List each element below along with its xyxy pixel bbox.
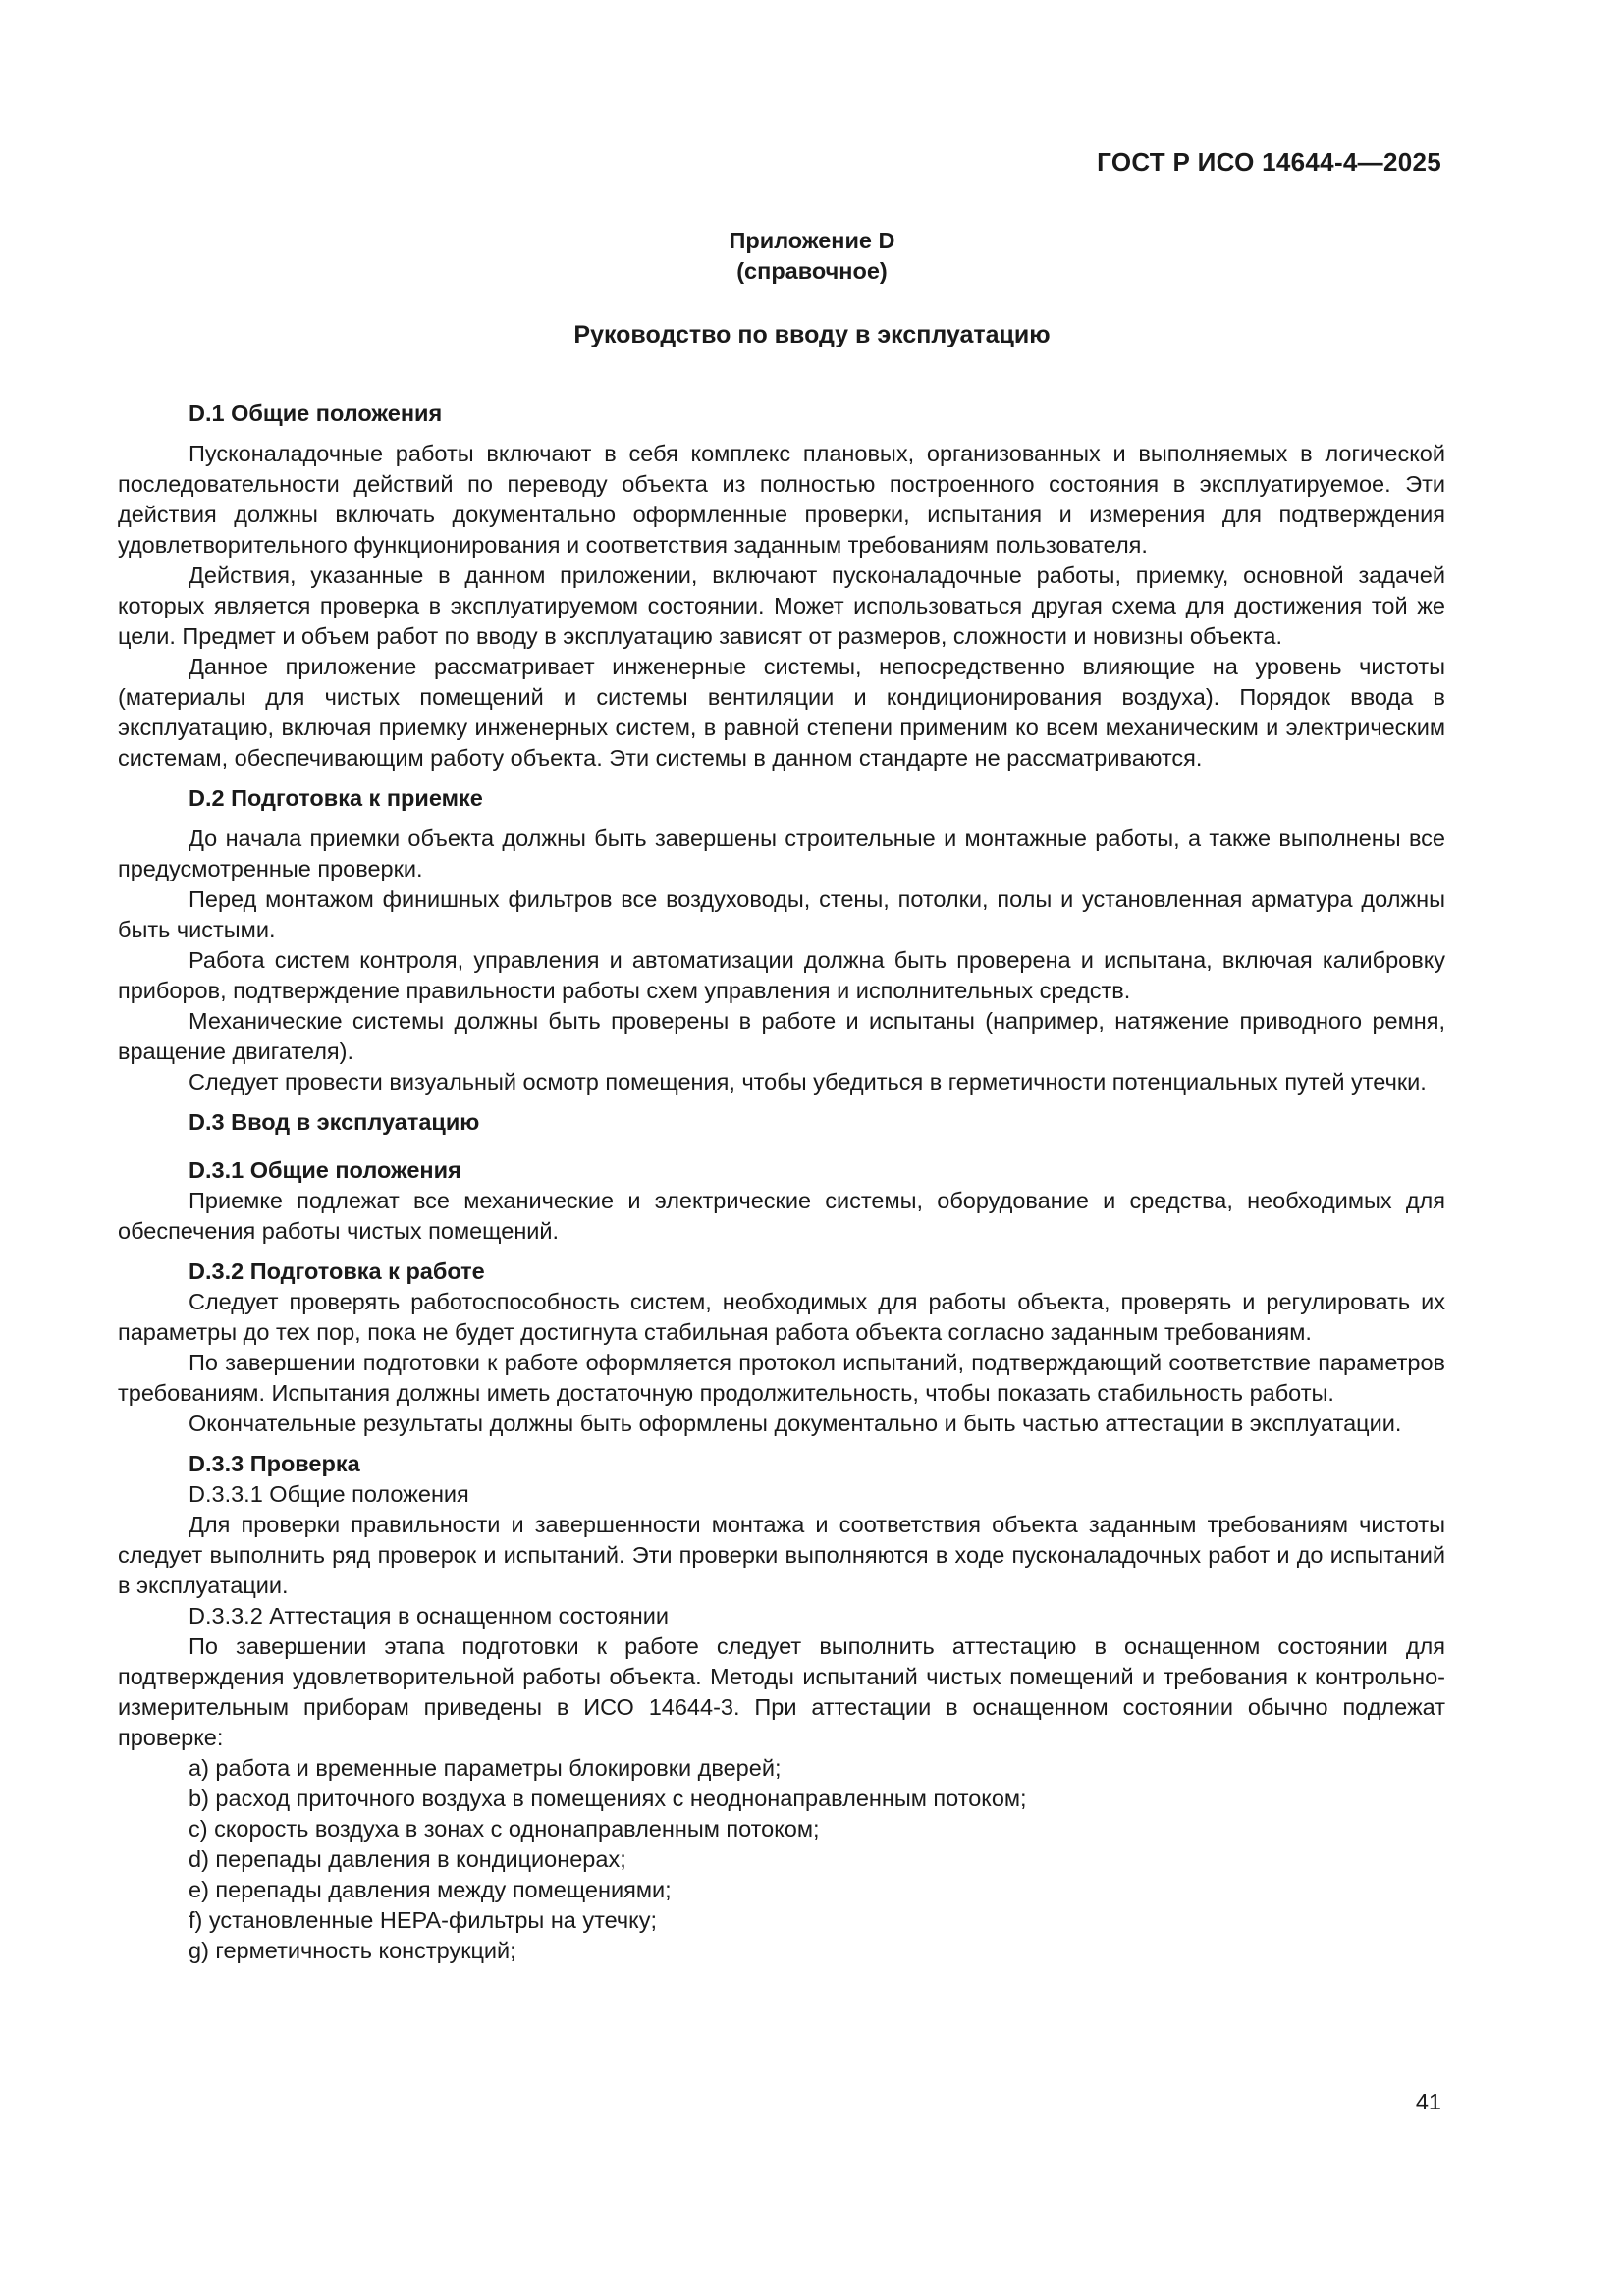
standard-code: ГОСТ Р ИСО 14644-4—2025 — [1097, 147, 1441, 177]
list-item: d) перепады давления в кондиционерах; — [189, 1846, 626, 1872]
paragraph: До начала приемки объекта должны быть завершены строительные и монтажные работы, а также выполнены все предусмотренные проверки. — [118, 826, 1445, 881]
list-item: c) скорость воздуха в зонах с однонаправленным потоком; — [189, 1816, 820, 1842]
section-heading-d2: D.2 Подготовка к приемке — [189, 785, 483, 811]
document-body — [118, 399, 1445, 1966]
list-item: g) герметичность конструкций; — [189, 1938, 516, 1963]
subsection-title-d332: D.3.3.2 Аттестация в оснащенном состоянии — [189, 1603, 670, 1629]
page-number: 41 — [1415, 2089, 1441, 2114]
section-heading-d1: D.1 Общие положения — [189, 400, 443, 426]
section-heading-d3: D.3 Ввод в эксплуатацию — [189, 1109, 480, 1135]
list-item: e) перепады давления между помещениями; — [189, 1877, 672, 1902]
paragraph: Перед монтажом финишных фильтров все воздуховоды, стены, потолки, полы и установленная арматура должны быть чистыми. — [118, 886, 1445, 942]
section-heading-d33: D.3.3 Проверка — [189, 1451, 360, 1476]
list-item: a) работа и временные параметры блокировки дверей; — [189, 1755, 782, 1781]
paragraph: Для проверки правильности и завершенности монтажа и соответствия объекта заданным требованиям чистоты следует выполнить ряд проверок и испытаний. Эти проверки выполняются в ходе пусконаладочных работ и до испытаний в эксплуатации. — [118, 1512, 1445, 1598]
list-item: f) установленные HEPA-фильтры на утечку; — [189, 1907, 657, 1933]
annex-heading — [0, 226, 1624, 287]
paragraph: Окончательные результаты должны быть оформлены документально и быть частью аттестации в эксплуатации. — [189, 1411, 1402, 1436]
paragraph: По завершении этапа подготовки к работе следует выполнить аттестацию в оснащенном состоянии для подтверждения удовлетворительной работы объекта. Методы испытаний чистых помещений и требования к контрольно-измерительным приборам приведены в ИСО 14644-3. При аттестации в оснащенном состоянии обычно подлежат проверке: — [118, 1633, 1445, 1750]
paragraph: Приемке подлежат все механические и электрические системы, оборудование и средства, необходимых для обеспечения работы чистых помещений. — [118, 1188, 1445, 1244]
paragraph: Пусконаладочные работы включают в себя комплекс плановых, организованных и выполняемых в логической последовательности действий по переводу объекта из полностью построенного состояния в эксплуатируемое. Эти действия должны включать документально оформленные проверки, испытания и измерения для подтверждения удовлетворительного функционирования и соответствия заданным требованиям пользователя. — [118, 441, 1445, 558]
list-item: b) расход приточного воздуха в помещениях с неоднонаправленным потоком; — [189, 1786, 1027, 1811]
paragraph: Следует провести визуальный осмотр помещения, чтобы убедиться в герметичности потенциальных путей утечки. — [189, 1069, 1427, 1095]
annex-name: Приложение D — [729, 228, 895, 253]
section-heading-d31: D.3.1 Общие положения — [189, 1157, 461, 1183]
paragraph: Работа систем контроля, управления и автоматизации должна быть проверена и испытана, включая калибровку приборов, подтверждение правильности работы схем управления и исполнительных средств. — [118, 947, 1445, 1003]
paragraph: Действия, указанные в данном приложении, включают пусконаладочные работы, приемку, основной задачей которых является проверка в эксплуатируемом состоянии. Может использоваться другая схема для достижения той же цели. Предмет и объем работ по вводу в эксплуатацию зависят от размеров, сложности и новизны объекта. — [118, 562, 1445, 649]
annex-title: Руководство по вводу в эксплуатацию — [573, 321, 1051, 348]
subsection-title-d331: D.3.3.1 Общие положения — [189, 1481, 469, 1507]
paragraph: Следует проверять работоспособность систем, необходимых для работы объекта, проверять и регулировать их параметры до тех пор, пока не будет достигнута стабильная работа объекта согласно заданным требованиям. — [118, 1289, 1445, 1345]
paragraph: Данное приложение рассматривает инженерные системы, непосредственно влияющие на уровень чистоты (материалы для чистых помещений и системы вентиляции и кондиционирования воздуха). Порядок ввода в эксплуатацию, включая приемку инженерных систем, в равной степени применим ко всем механическим и электрическим системам, обеспечивающим работу объекта. Эти системы в данном стандарте не рассматриваются. — [118, 654, 1445, 771]
annex-type: (справочное) — [736, 258, 888, 284]
paragraph: По завершении подготовки к работе оформляется протокол испытаний, подтверждающий соответствие параметров требованиям. Испытания должны иметь достаточную продолжительность, чтобы показать стабильность работы. — [118, 1350, 1445, 1406]
paragraph: Механические системы должны быть проверены в работе и испытаны (например, натяжение приводного ремня, вращение двигателя). — [118, 1008, 1445, 1064]
section-heading-d32: D.3.2 Подготовка к работе — [189, 1258, 485, 1284]
